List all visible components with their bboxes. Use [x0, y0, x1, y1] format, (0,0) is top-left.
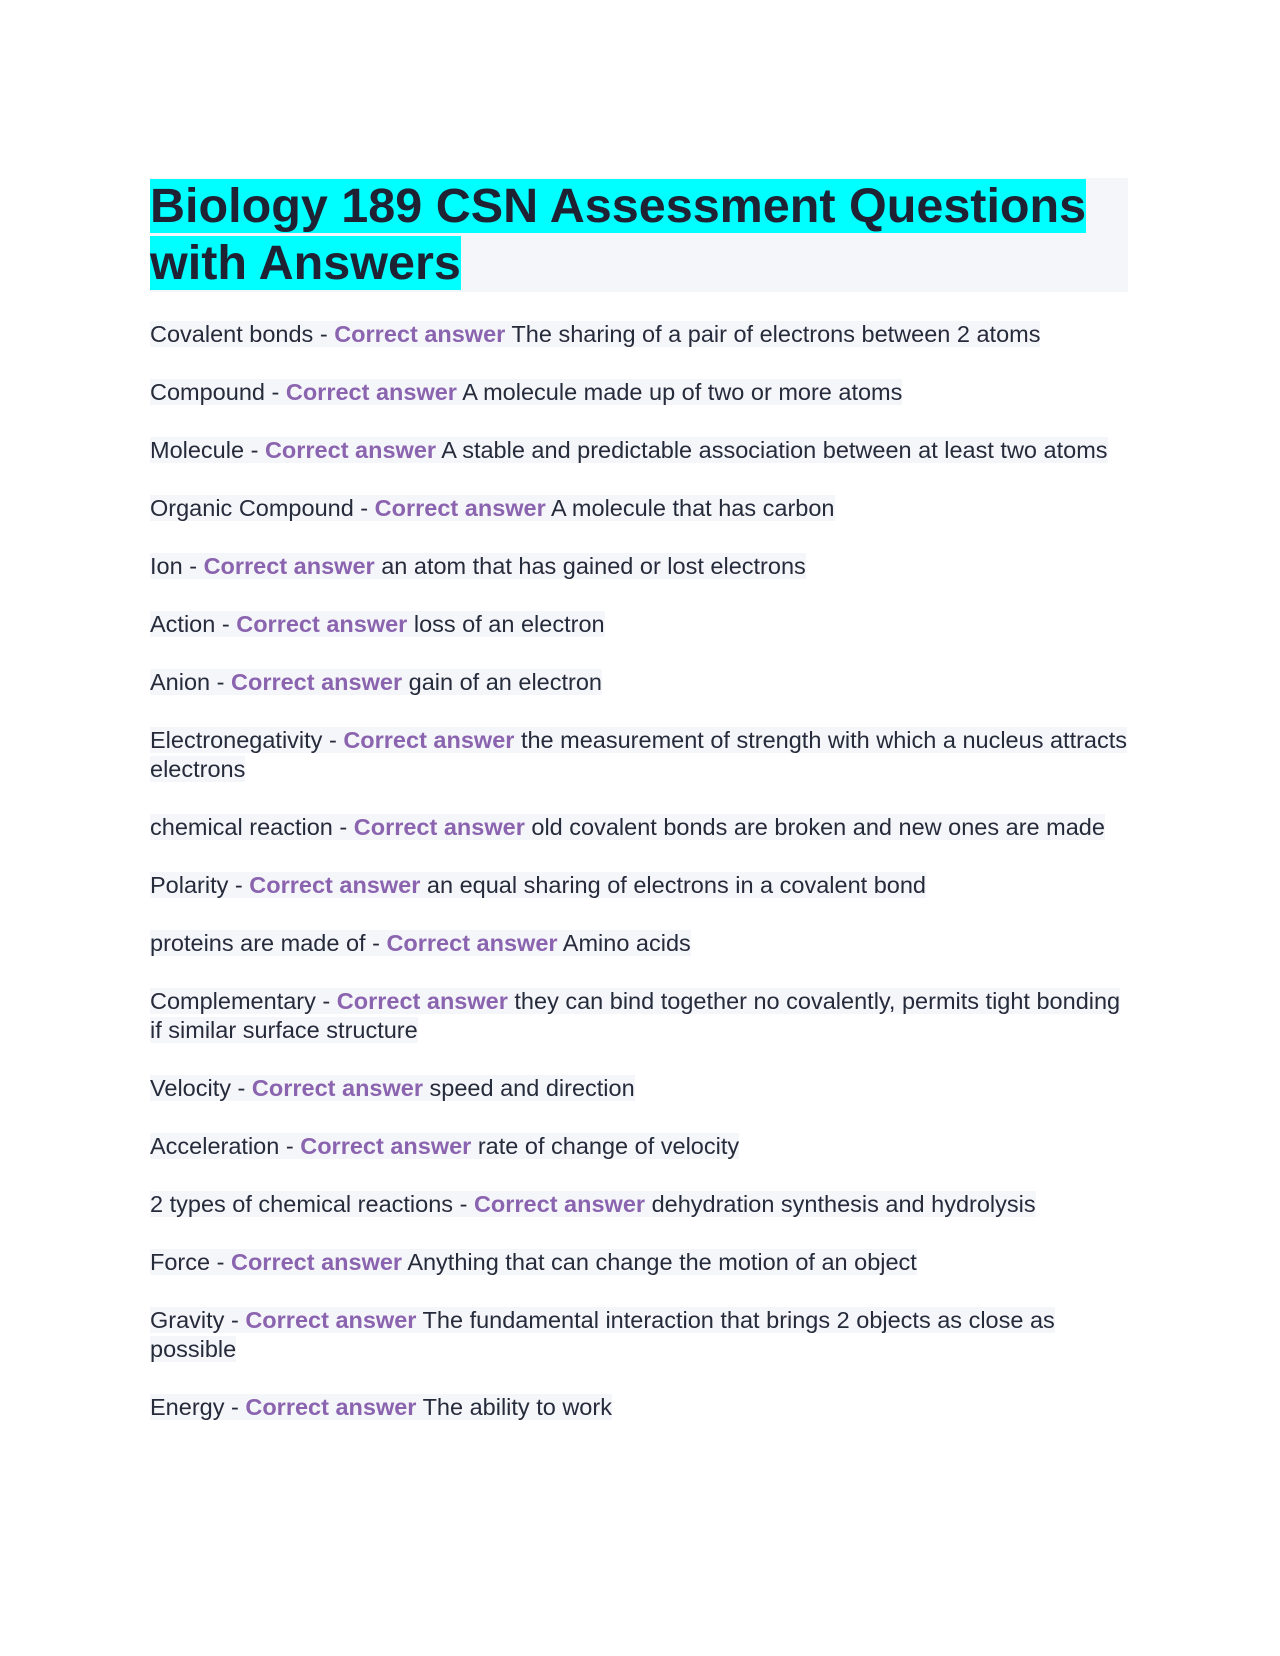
- qa-answer: old covalent bonds are broken and new ones are made: [531, 814, 1105, 840]
- qa-item: [150, 320, 1130, 349]
- qa-line: [150, 988, 1120, 1043]
- qa-term: Ion: [150, 553, 183, 579]
- correct-answer-label: Correct answer: [285, 379, 457, 405]
- correct-answer-label: Correct answer: [251, 1075, 423, 1101]
- correct-answer-label: Correct answer: [236, 611, 408, 637]
- qa-separator: -: [365, 930, 387, 956]
- qa-separator: -: [244, 437, 265, 463]
- qa-answer: loss of an electron: [413, 611, 605, 637]
- correct-answer-label: Correct answer: [353, 814, 525, 840]
- qa-term: Force: [150, 1249, 211, 1275]
- qa-separator: -: [182, 553, 204, 579]
- qa-answer: they can bind together no covalently, permits tight bonding if similar surface structure: [150, 988, 1121, 1043]
- correct-answer-label: Correct answer: [334, 321, 506, 347]
- qa-answer: dehydration synthesis and hydrolysis: [651, 1191, 1036, 1217]
- qa-answer: The sharing of a pair of electrons between 2 atoms: [511, 321, 1041, 347]
- qa-line: [150, 437, 1108, 463]
- qa-answer: Anything that can change the motion of an object: [407, 1249, 917, 1275]
- qa-term: Compound: [150, 379, 265, 405]
- qa-item: [150, 1132, 1130, 1161]
- correct-answer-label: Correct answer: [245, 1307, 417, 1333]
- qa-line: [150, 611, 605, 637]
- qa-separator: -: [210, 669, 231, 695]
- qa-line: [150, 669, 602, 695]
- qa-line: [150, 1307, 1055, 1362]
- qa-term: Covalent bonds: [150, 321, 314, 347]
- correct-answer-label: Correct answer: [386, 930, 558, 956]
- qa-term: Velocity: [150, 1075, 231, 1101]
- qa-separator: -: [332, 814, 354, 840]
- title-block: [150, 178, 1128, 292]
- qa-item: [150, 1306, 1130, 1364]
- qa-term: Gravity: [150, 1307, 225, 1333]
- qa-line: [150, 1394, 612, 1420]
- qa-line: [150, 321, 1040, 347]
- qa-answer: Amino acids: [562, 930, 691, 956]
- correct-answer-label: Correct answer: [245, 1394, 417, 1420]
- qa-term: proteins are made of: [150, 930, 366, 956]
- correct-answer-label: Correct answer: [300, 1133, 472, 1159]
- qa-separator: -: [322, 727, 344, 753]
- qa-item: [150, 610, 1130, 639]
- document-title-text: Biology 189 CSN Assessment Questions with Answers: [150, 179, 1087, 290]
- document-title: [150, 178, 1128, 292]
- qa-item: [150, 494, 1130, 523]
- correct-answer-label: Correct answer: [203, 553, 375, 579]
- qa-answer: gain of an electron: [408, 669, 602, 695]
- qa-item: [150, 1393, 1130, 1422]
- qa-line: [150, 1133, 739, 1159]
- qa-item: [150, 813, 1130, 842]
- qa-separator: -: [453, 1191, 474, 1217]
- qa-separator: -: [313, 321, 335, 347]
- qa-separator: -: [210, 1249, 231, 1275]
- qa-item: [150, 552, 1130, 581]
- qa-answer: A stable and predictable association between at least two atoms: [441, 437, 1108, 463]
- qa-separator: -: [279, 1133, 301, 1159]
- qa-term: chemical reaction: [150, 814, 333, 840]
- qa-term: Polarity: [150, 872, 229, 898]
- qa-answer: an equal sharing of electrons in a covalent bond: [426, 872, 926, 898]
- correct-answer-label: Correct answer: [473, 1191, 646, 1217]
- qa-item: [150, 726, 1130, 784]
- qa-item: [150, 1248, 1130, 1277]
- qa-item: [150, 1074, 1130, 1103]
- qa-line: [150, 553, 806, 579]
- qa-list: [150, 320, 1130, 1422]
- qa-line: [150, 495, 835, 521]
- qa-line: [150, 930, 691, 956]
- qa-separator: -: [231, 1075, 252, 1101]
- qa-term: Energy: [150, 1394, 225, 1420]
- qa-item: [150, 871, 1130, 900]
- qa-term: Anion: [150, 669, 211, 695]
- qa-answer: the measurement of strength with which a nucleus attracts electrons: [150, 727, 1128, 782]
- qa-item: [150, 668, 1130, 697]
- qa-item: [150, 987, 1130, 1045]
- qa-item: [150, 1190, 1130, 1219]
- qa-term: Complementary: [150, 988, 316, 1014]
- qa-separator: -: [353, 495, 375, 521]
- qa-term: Electronegativity: [150, 727, 323, 753]
- qa-separator: -: [228, 872, 250, 898]
- correct-answer-label: Correct answer: [343, 727, 515, 753]
- qa-line: [150, 379, 902, 405]
- qa-separator: -: [224, 1394, 246, 1420]
- qa-line: [150, 814, 1105, 840]
- correct-answer-label: Correct answer: [249, 872, 421, 898]
- qa-item: [150, 436, 1130, 465]
- correct-answer-label: Correct answer: [231, 669, 403, 695]
- qa-answer: rate of change of velocity: [477, 1133, 740, 1159]
- qa-term: 2 types of chemical reactions: [150, 1191, 454, 1217]
- qa-term: Organic Compound: [150, 495, 354, 521]
- qa-answer: A molecule that has carbon: [551, 495, 835, 521]
- qa-separator: -: [315, 988, 337, 1014]
- qa-item: [150, 378, 1130, 407]
- correct-answer-label: Correct answer: [336, 988, 508, 1014]
- qa-answer: an atom that has gained or lost electrons: [381, 553, 806, 579]
- correct-answer-label: Correct answer: [264, 437, 437, 463]
- qa-separator: -: [215, 611, 237, 637]
- qa-separator: -: [264, 379, 286, 405]
- qa-answer: The fundamental interaction that brings 2 objects as close as possible: [150, 1307, 1055, 1362]
- qa-line: [150, 872, 926, 898]
- qa-answer: speed and direction: [429, 1075, 635, 1101]
- qa-line: [150, 1191, 1036, 1217]
- qa-separator: -: [224, 1307, 246, 1333]
- qa-line: [150, 1075, 635, 1101]
- document-page: [150, 178, 1130, 1451]
- qa-item: [150, 929, 1130, 958]
- qa-line: [150, 727, 1127, 782]
- qa-term: Action: [150, 611, 216, 637]
- qa-term: Molecule: [150, 437, 245, 463]
- qa-answer: A molecule made up of two or more atoms: [462, 379, 903, 405]
- qa-answer: The ability to work: [422, 1394, 612, 1420]
- qa-term: Acceleration: [150, 1133, 280, 1159]
- correct-answer-label: Correct answer: [374, 495, 546, 521]
- correct-answer-label: Correct answer: [230, 1249, 403, 1275]
- qa-line: [150, 1249, 917, 1275]
